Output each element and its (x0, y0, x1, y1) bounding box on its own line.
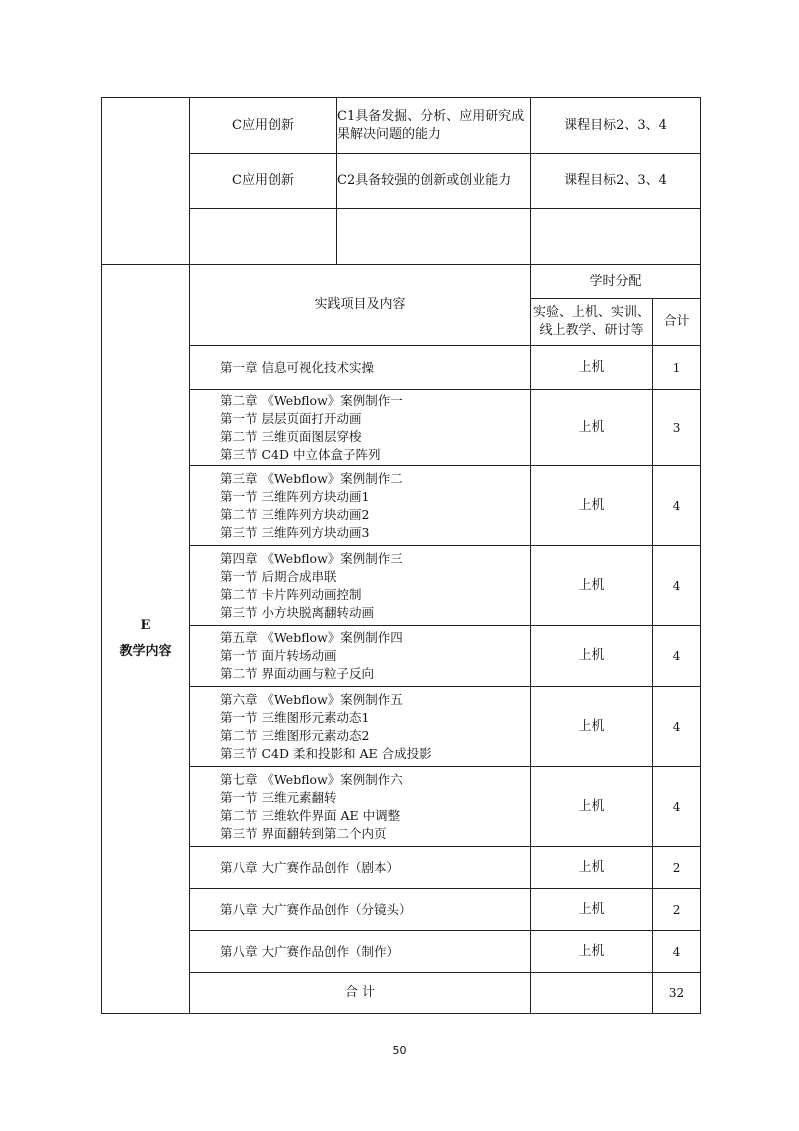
empty-cell (531, 209, 701, 265)
goal-cell: C1具备发掘、分析、应用研究成果解决问题的能力 (337, 98, 531, 154)
section-line: 第二节 卡片阵列动画控制 (220, 586, 362, 602)
chapter-content-cell (190, 466, 531, 546)
chapter-row (102, 847, 701, 889)
course-table (101, 97, 701, 1014)
chapter-row (102, 346, 701, 390)
hours-cell: 4 (653, 767, 701, 847)
section-line: 第二节 三维软件界面 AE 中调整 (220, 807, 401, 823)
type-cell: 上机 (531, 847, 653, 889)
section-line: 第一节 后期合成串联 (220, 568, 337, 584)
chapter-content-cell (190, 889, 531, 931)
total-label: 合 计 (190, 973, 531, 1014)
hours-cell: 2 (653, 889, 701, 931)
hours-cell: 2 (653, 847, 701, 889)
chapter-title: 第四章 《Webflow》案例制作三 (220, 550, 403, 566)
target-cell: 课程目标2、3、4 (531, 154, 701, 209)
section-line: 第三节 C4D 中立体盒子阵列 (220, 446, 381, 462)
hours-cell: 4 (653, 931, 701, 973)
section-line: 第二节 界面动画与粒子反向 (220, 666, 374, 681)
section-line: 第三节 C4D 柔和投影和 AE 合成投影 (220, 745, 432, 761)
hours-cell: 4 (653, 466, 701, 546)
chapter-title: 第一章 信息可视化技术实操 (220, 359, 374, 375)
section-line: 第一节 三维元素翻转 (220, 789, 337, 805)
hours-cell: 3 (653, 390, 701, 466)
type-cell: 上机 (531, 626, 653, 687)
hours-cell: 1 (653, 346, 701, 390)
section-line: 第二节 三维阵列方块动画2 (220, 506, 370, 522)
empty-cell (337, 209, 531, 265)
top-left-cell (102, 98, 190, 265)
page-number: 50 (392, 1044, 407, 1057)
section-line: 第三节 小方块脱离翻转动画 (220, 604, 374, 620)
category-cell: C应用创新 (190, 98, 337, 154)
empty-cell (190, 209, 337, 265)
chapter-row (102, 767, 701, 847)
chapter-title: 第六章 《Webflow》案例制作五 (220, 691, 403, 707)
hours-cell: 4 (653, 626, 701, 687)
type-cell: 上机 (531, 687, 653, 767)
type-cell: 上机 (531, 390, 653, 466)
hours-header: 学时分配 (531, 265, 701, 299)
section-line: 第三节 三维阵列方块动画3 (220, 524, 370, 540)
section-title: 教学内容 (119, 644, 172, 659)
chapter-content-cell (190, 390, 531, 466)
chapter-content-cell (190, 546, 531, 626)
type-cell: 上机 (531, 546, 653, 626)
total-row (102, 973, 701, 1014)
type-cell: 上机 (531, 346, 653, 390)
chapter-content-cell (190, 346, 531, 390)
chapter-row (102, 889, 701, 931)
total-header: 合计 (653, 299, 701, 346)
chapter-row (102, 390, 701, 466)
section-line: 第一节 层层页面打开动画 (220, 410, 362, 426)
chapter-content-cell (190, 931, 531, 973)
chapter-content-cell (190, 626, 531, 687)
type-cell: 上机 (531, 931, 653, 973)
goal-row (102, 98, 701, 154)
target-cell: 课程目标2、3、4 (531, 98, 701, 154)
chapter-row (102, 626, 701, 687)
project-header: 实践项目及内容 (190, 265, 531, 346)
chapter-title: 第八章 大广赛作品创作（剧本） (220, 859, 399, 875)
section-label-cell (102, 265, 190, 1014)
chapter-title: 第八章 大广赛作品创作（分镜头） (220, 901, 412, 917)
empty-row (102, 209, 701, 265)
chapter-row (102, 687, 701, 767)
chapter-title: 第二章 《Webflow》案例制作一 (220, 392, 403, 408)
chapter-row (102, 546, 701, 626)
section-code: E (140, 618, 151, 633)
goal-cell: C2具备较强的创新或创业能力 (337, 154, 531, 209)
section-line: 第二节 三维页面图层穿梭 (220, 428, 362, 444)
section-line: 第一节 三维阵列方块动画1 (220, 488, 370, 504)
section-line: 第一节 三维图形元素动态1 (220, 709, 370, 725)
hours-cell: 4 (653, 546, 701, 626)
type-cell: 上机 (531, 466, 653, 546)
total-value: 32 (653, 973, 701, 1014)
header-row (102, 265, 701, 299)
chapter-content-cell (190, 687, 531, 767)
chapter-title: 第八章 大广赛作品创作（制作） (220, 943, 399, 959)
category-cell: C应用创新 (190, 154, 337, 209)
type-header: 实验、上机、实训、线上教学、研讨等 (531, 299, 653, 346)
section-line: 第二节 三维图形元素动态2 (220, 727, 370, 743)
type-cell: 上机 (531, 767, 653, 847)
hours-cell: 4 (653, 687, 701, 767)
section-line: 第三节 界面翻转到第二个内页 (220, 825, 387, 841)
chapter-title: 第七章 《Webflow》案例制作六 (220, 771, 403, 787)
type-cell: 上机 (531, 889, 653, 931)
chapter-row (102, 931, 701, 973)
chapter-title: 第五章 《Webflow》案例制作四 (220, 630, 403, 645)
section-line: 第一节 面片转场动画 (220, 648, 337, 663)
chapter-content-cell (190, 847, 531, 889)
empty-cell (531, 973, 653, 1014)
goal-row (102, 154, 701, 209)
chapter-row (102, 466, 701, 546)
chapter-content-cell (190, 767, 531, 847)
chapter-title: 第三章 《Webflow》案例制作二 (220, 470, 403, 486)
